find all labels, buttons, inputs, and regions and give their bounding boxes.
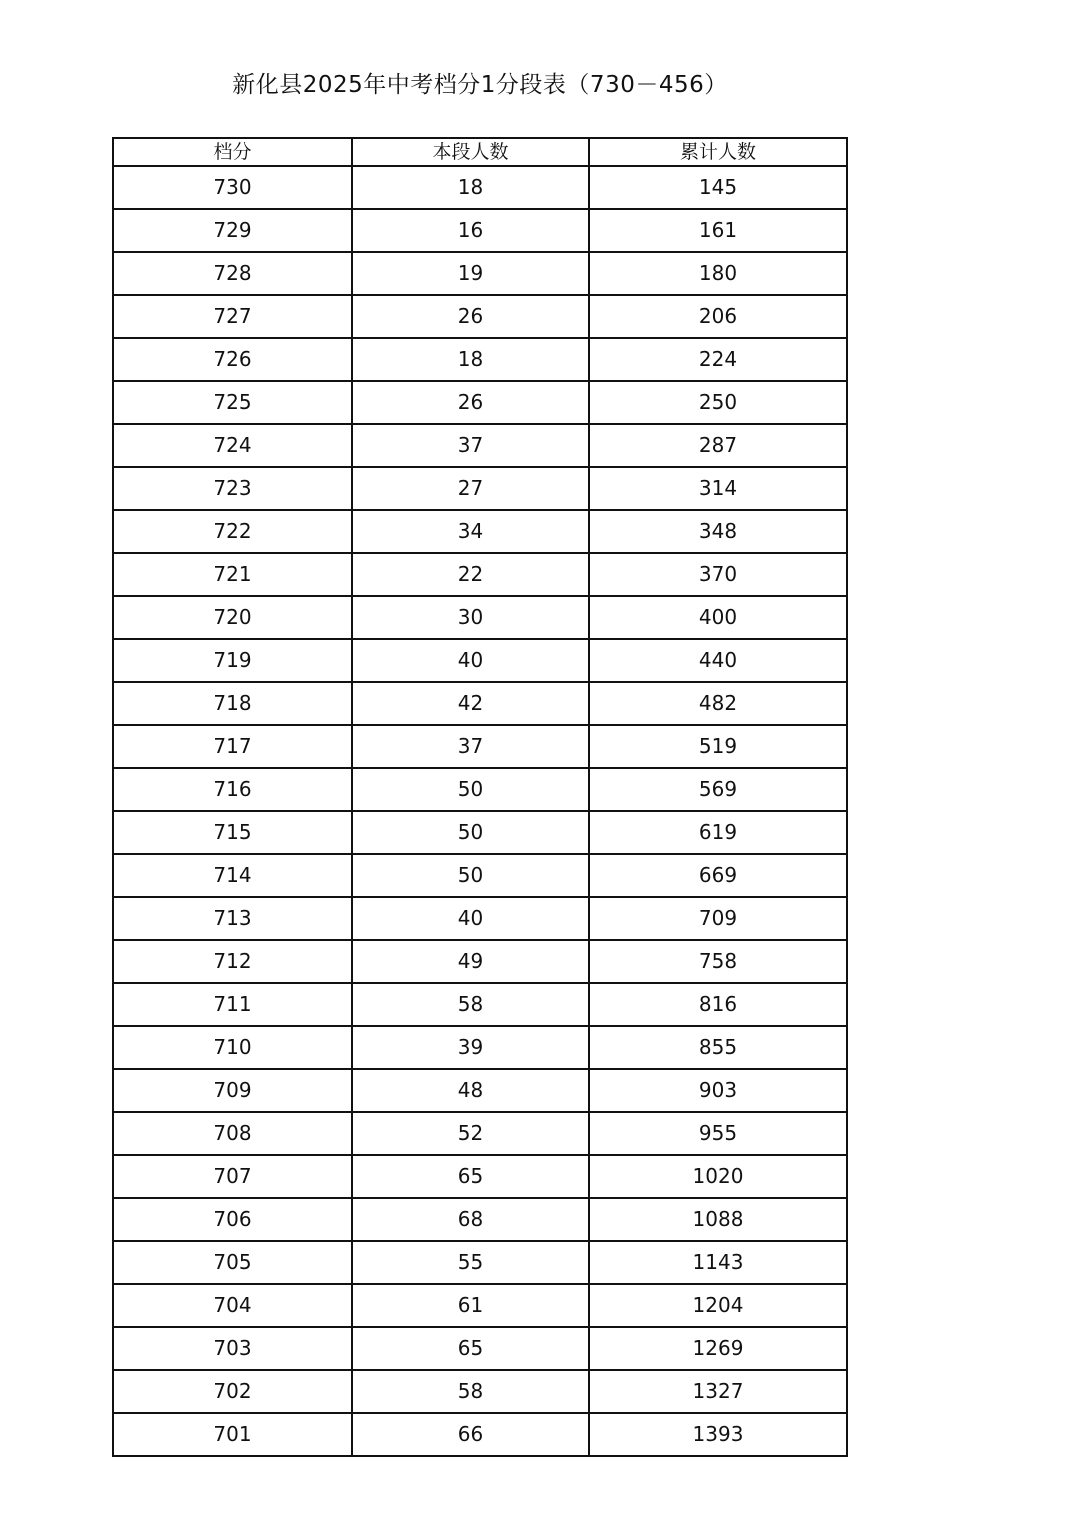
score-cell: 708 [113,1112,352,1155]
score-cell: 717 [113,725,352,768]
table-row [113,1241,847,1284]
score-cell: 723 [113,467,352,510]
score-cell: 724 [113,424,352,467]
cumulative-count-cell: 569 [589,768,847,811]
score-cell: 719 [113,639,352,682]
segment-count-cell: 50 [352,811,589,854]
score-cell: 725 [113,381,352,424]
table-row [113,983,847,1026]
table-row [113,295,847,338]
segment-count-cell: 22 [352,553,589,596]
score-cell: 722 [113,510,352,553]
cumulative-count-cell: 955 [589,1112,847,1155]
table-row [113,854,847,897]
score-cell: 728 [113,252,352,295]
score-cell: 721 [113,553,352,596]
table-row [113,940,847,983]
cumulative-count-cell: 855 [589,1026,847,1069]
segment-count-cell: 68 [352,1198,589,1241]
segment-count-cell: 50 [352,768,589,811]
segment-count-cell: 40 [352,639,589,682]
cumulative-count-cell: 519 [589,725,847,768]
cumulative-count-cell: 206 [589,295,847,338]
table-row [113,424,847,467]
table-row [113,467,847,510]
score-cell: 703 [113,1327,352,1370]
segment-count-cell: 52 [352,1112,589,1155]
header-row [113,138,847,166]
cumulative-count-cell: 370 [589,553,847,596]
cumulative-count-cell: 758 [589,940,847,983]
score-cell: 710 [113,1026,352,1069]
cumulative-count-cell: 1204 [589,1284,847,1327]
table-row [113,639,847,682]
segment-count-cell: 27 [352,467,589,510]
cumulative-count-cell: 1393 [589,1413,847,1456]
cumulative-count-cell: 314 [589,467,847,510]
score-cell: 714 [113,854,352,897]
table-row [113,252,847,295]
segment-count-cell: 26 [352,295,589,338]
table-body [113,166,847,1456]
table-row [113,1370,847,1413]
cumulative-count-cell: 145 [589,166,847,209]
segment-count-cell: 39 [352,1026,589,1069]
table-row [113,1284,847,1327]
segment-count-cell: 49 [352,940,589,983]
table-row [113,1112,847,1155]
table-row [113,209,847,252]
segment-count-cell: 61 [352,1284,589,1327]
score-cell: 701 [113,1413,352,1456]
segment-count-cell: 30 [352,596,589,639]
cumulative-count-cell: 400 [589,596,847,639]
segment-count-cell: 65 [352,1327,589,1370]
header-cumulative-count: 累计人数 [589,138,847,166]
cumulative-count-cell: 709 [589,897,847,940]
score-cell: 705 [113,1241,352,1284]
table-row [113,811,847,854]
table-row [113,897,847,940]
segment-count-cell: 37 [352,424,589,467]
score-cell: 716 [113,768,352,811]
segment-count-cell: 40 [352,897,589,940]
score-cell: 726 [113,338,352,381]
score-cell: 729 [113,209,352,252]
cumulative-count-cell: 250 [589,381,847,424]
cumulative-count-cell: 482 [589,682,847,725]
segment-count-cell: 37 [352,725,589,768]
table-row [113,1069,847,1112]
cumulative-count-cell: 903 [589,1069,847,1112]
score-cell: 711 [113,983,352,1026]
segment-count-cell: 18 [352,338,589,381]
cumulative-count-cell: 1269 [589,1327,847,1370]
segment-count-cell: 48 [352,1069,589,1112]
cumulative-count-cell: 287 [589,424,847,467]
segment-count-cell: 18 [352,166,589,209]
score-cell: 707 [113,1155,352,1198]
score-cell: 727 [113,295,352,338]
score-cell: 730 [113,166,352,209]
table-row [113,1155,847,1198]
score-cell: 715 [113,811,352,854]
cumulative-count-cell: 161 [589,209,847,252]
table-row [113,381,847,424]
cumulative-count-cell: 180 [589,252,847,295]
segment-count-cell: 50 [352,854,589,897]
score-cell: 709 [113,1069,352,1112]
table-row [113,1327,847,1370]
table-row [113,510,847,553]
score-cell: 706 [113,1198,352,1241]
segment-count-cell: 16 [352,209,589,252]
cumulative-count-cell: 440 [589,639,847,682]
segment-count-cell: 66 [352,1413,589,1456]
table-row [113,166,847,209]
table-row [113,1198,847,1241]
cumulative-count-cell: 669 [589,854,847,897]
cumulative-count-cell: 1143 [589,1241,847,1284]
segment-count-cell: 19 [352,252,589,295]
table-row [113,1026,847,1069]
cumulative-count-cell: 348 [589,510,847,553]
segment-count-cell: 34 [352,510,589,553]
cumulative-count-cell: 1088 [589,1198,847,1241]
table-row [113,725,847,768]
table-header [113,138,847,166]
header-score: 档分 [113,138,352,166]
cumulative-count-cell: 1020 [589,1155,847,1198]
score-cell: 712 [113,940,352,983]
score-cell: 704 [113,1284,352,1327]
segment-count-cell: 42 [352,682,589,725]
segment-count-cell: 58 [352,1370,589,1413]
segment-count-cell: 58 [352,983,589,1026]
cumulative-count-cell: 619 [589,811,847,854]
score-cell: 720 [113,596,352,639]
segment-count-cell: 65 [352,1155,589,1198]
table-row [113,1413,847,1456]
cumulative-count-cell: 1327 [589,1370,847,1413]
cumulative-count-cell: 816 [589,983,847,1026]
table-row [113,338,847,381]
cumulative-count-cell: 224 [589,338,847,381]
table-row [113,596,847,639]
score-cell: 718 [113,682,352,725]
table-row [113,768,847,811]
score-distribution-table [112,137,848,1457]
score-cell: 713 [113,897,352,940]
header-segment-count: 本段人数 [352,138,589,166]
page-title: 新化县2025年中考档分1分段表（730－456） [232,72,728,98]
score-cell: 702 [113,1370,352,1413]
segment-count-cell: 55 [352,1241,589,1284]
table-row [113,553,847,596]
segment-count-cell: 26 [352,381,589,424]
table-row [113,682,847,725]
